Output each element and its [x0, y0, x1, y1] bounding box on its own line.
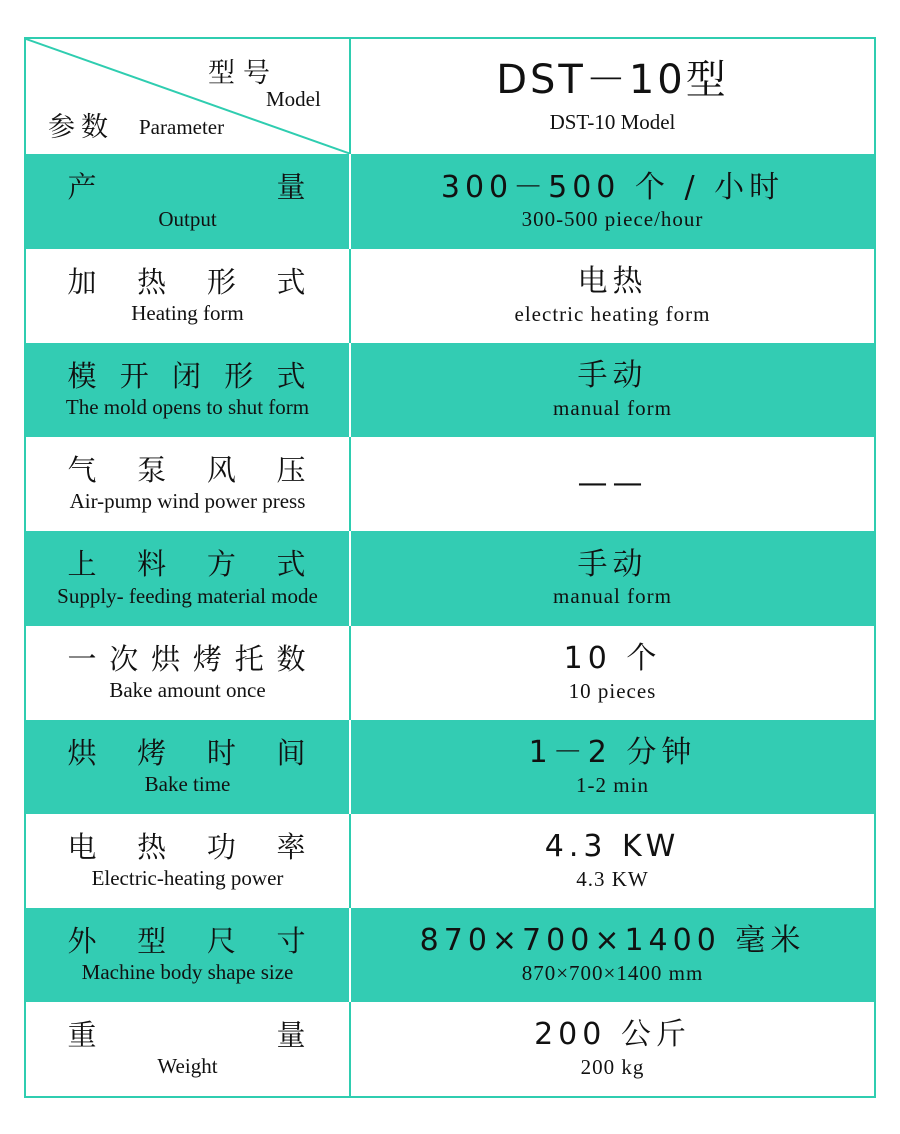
value-en: 200 kg [580, 1054, 645, 1079]
parameter-cell [26, 249, 351, 343]
parameter-label-char: 重 [67, 1017, 99, 1052]
parameter-cell [26, 154, 351, 249]
model-label-zh: 型号 [208, 58, 278, 89]
parameter-cell [26, 908, 351, 1002]
value-cell [351, 1002, 874, 1096]
parameter-label-char: 量 [276, 170, 308, 205]
parameter-label-zh [68, 548, 308, 581]
value-cell [351, 154, 874, 249]
value-zh: 870×700×1400 毫米 [419, 923, 806, 959]
value-en: manual form [553, 395, 672, 420]
table-row [26, 154, 874, 249]
parameter-label-char: 方 [206, 547, 238, 582]
table-row [26, 720, 874, 814]
parameter-label-char: 泵 [137, 452, 169, 487]
value-cell [351, 626, 874, 720]
parameter-label-en: Heating form [131, 301, 244, 326]
parameter-cell [26, 814, 351, 908]
model-value-zh: DST－10型 [496, 57, 729, 103]
value-cell [351, 249, 874, 343]
value-zh: 4.3 KW [544, 829, 681, 865]
value-en: 10 pieces [568, 678, 657, 703]
table-row [26, 1002, 874, 1096]
parameter-label-char: 尺 [206, 923, 238, 958]
parameter-label-char: 托 [234, 641, 266, 676]
value-cell [351, 343, 874, 437]
parameter-label-char: 外 [67, 923, 99, 958]
parameter-label-zh [68, 831, 308, 864]
table-row [26, 531, 874, 626]
model-label-en: Model [266, 87, 321, 111]
value-cell [351, 814, 874, 908]
value-zh: 电热 [577, 264, 648, 300]
parameter-label-char: 率 [276, 829, 308, 864]
parameter-label-char: 烘 [67, 735, 99, 770]
parameter-label-zh [68, 737, 308, 770]
parameter-label-char: 一 [67, 641, 99, 676]
value-cell [351, 720, 874, 814]
value-en: manual form [553, 584, 672, 609]
parameter-label-char: 上 [67, 547, 99, 582]
value-en: 870×700×1400 mm [521, 960, 704, 985]
parameter-label-char: 式 [276, 358, 308, 393]
parameter-label-char: 风 [206, 452, 238, 487]
parameter-label-zh [68, 925, 308, 958]
parameter-cell [26, 531, 351, 626]
parameter-label-en: Weight [157, 1054, 218, 1079]
table-row [26, 437, 874, 531]
parameter-label-char: 烤 [192, 641, 224, 676]
parameter-label-zh [68, 1019, 308, 1052]
value-zh: 300－500 个 / 小时 [440, 169, 785, 205]
header-row [26, 39, 874, 154]
parameter-label-char: 电 [67, 829, 99, 864]
parameter-label-en: Electric-heating power [91, 866, 284, 891]
model-value-en: DST-10 Model [549, 110, 676, 134]
parameter-label-char: 烘 [151, 641, 183, 676]
value-zh: 手动 [577, 358, 648, 394]
value-cell [351, 531, 874, 626]
value-zh: 手动 [577, 546, 648, 582]
parameter-label-en: The mold opens to shut form [65, 395, 310, 420]
parameter-label-char: 开 [119, 358, 151, 393]
parameter-label-char: 量 [276, 1017, 308, 1052]
value-cell [351, 437, 874, 531]
parameter-label-char: 产 [67, 170, 99, 205]
value-en: 4.3 KW [576, 866, 649, 891]
parameter-label-char: 型 [137, 923, 169, 958]
value-cell [351, 908, 874, 1002]
table-row [26, 908, 874, 1002]
parameter-cell [26, 720, 351, 814]
header-model-cell [351, 39, 874, 154]
header-corner-cell [26, 39, 351, 154]
parameter-label-char: 气 [67, 452, 99, 487]
param-label-en: Parameter [139, 115, 225, 139]
parameter-cell [26, 626, 351, 720]
table-row [26, 249, 874, 343]
parameter-label-char: 寸 [276, 923, 308, 958]
param-label-zh: 参数 [48, 112, 114, 143]
parameter-label-char: 数 [276, 641, 308, 676]
parameter-label-char: 加 [67, 264, 99, 299]
parameter-cell [26, 1002, 351, 1096]
table-row [26, 626, 874, 720]
value-zh: 200 公斤 [534, 1017, 691, 1053]
parameter-label-char: 闭 [171, 358, 203, 393]
parameter-label-char: 烤 [137, 735, 169, 770]
parameter-label-zh [68, 454, 308, 487]
table-row [26, 343, 874, 437]
parameter-label-zh [68, 171, 308, 204]
parameter-label-char: 形 [206, 264, 238, 299]
parameter-cell [26, 343, 351, 437]
parameter-label-en: Air-pump wind power press [69, 489, 306, 514]
spec-table [24, 37, 876, 1098]
value-zh: 1－2 分钟 [528, 735, 697, 771]
parameter-label-char: 间 [276, 735, 308, 770]
parameter-label-char: 热 [137, 829, 169, 864]
parameter-label-char: 料 [137, 547, 169, 582]
parameter-label-char: 功 [206, 829, 238, 864]
parameter-label-en: Bake time [144, 772, 231, 797]
parameter-label-zh [68, 266, 308, 299]
parameter-label-en: Supply- feeding material mode [57, 583, 318, 608]
value-zh: 10 个 [563, 641, 662, 677]
parameter-label-char: 模 [67, 358, 99, 393]
parameter-label-char: 次 [109, 641, 141, 676]
parameter-label-char: 热 [137, 264, 169, 299]
parameter-label-zh [68, 643, 308, 676]
value-en: 1-2 min [576, 772, 649, 797]
parameter-cell [26, 437, 351, 531]
parameter-label-char: 时 [206, 735, 238, 770]
parameter-label-char: 式 [276, 547, 308, 582]
parameter-label-en: Bake amount once [109, 678, 266, 703]
parameter-label-zh [68, 360, 308, 393]
value-en: 300-500 piece/hour [521, 207, 704, 232]
parameter-label-char: 式 [276, 264, 308, 299]
parameter-label-char: 形 [224, 358, 256, 393]
parameter-label-char: 压 [276, 452, 308, 487]
parameter-label-en: Output [158, 206, 217, 231]
table-row [26, 814, 874, 908]
value-zh: —— [577, 465, 648, 501]
value-en: electric heating form [514, 301, 711, 326]
parameter-label-en: Machine body shape size [81, 960, 294, 985]
